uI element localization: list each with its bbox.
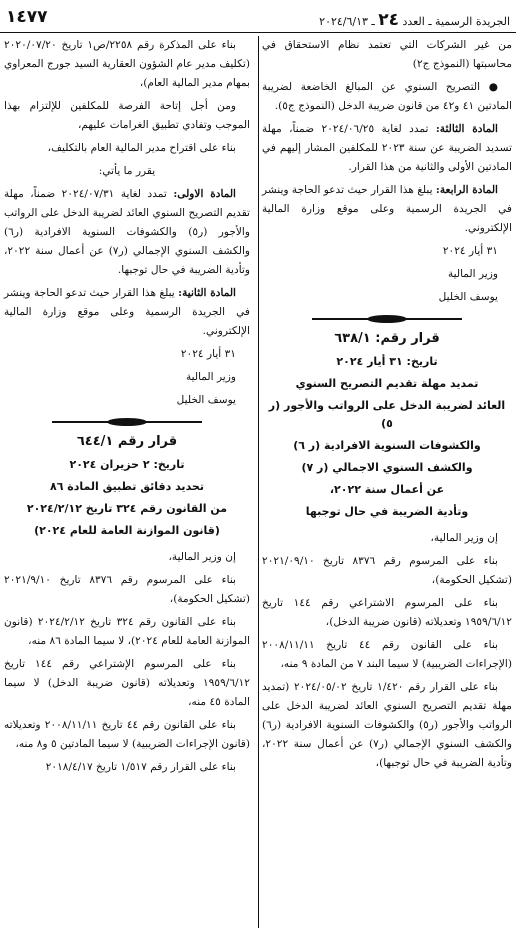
preamble-paragraph: بناء على المرسوم الاشتراعي رقم ١٤٤ تاريخ ١٩٥٩/٦/١٢ وتعديلاته (قانون ضريبة الدخل)، [262,597,512,628]
article-4-label: المادة الرابعة: [435,184,498,196]
article-2-label: المادة الثانية: [178,287,237,299]
decision-number: قرار رقم ٦٤٤/١ [76,434,178,449]
article-3-label: المادة الثالثة: [435,123,499,135]
section-separator [312,315,462,323]
decision-title-line: والكشف السنوي الاجمالي (ر ٧) [301,461,473,474]
decision-title-line: من القانون رقم ٣٢٤ تاريخ ٢٠٢٤/٢/١٢ [26,502,228,515]
signature-name: يوسف الخليل [176,394,236,406]
right-column [262,36,512,777]
article-4-text: يبلغ هذا القرار حيث تدعو الحاجة وينشر في الجريدة الرسمية وعلى موقع وزارة المالية الإلكتروني. [262,184,512,234]
decision-title-line: العائد لضريبة الدخل على الرواتب والأجور (ر ٥) [268,399,506,430]
signature-date: ٣١ أيار ٢٠٢٤ [180,348,236,360]
header-title [319,10,510,30]
preamble-paragraph: بناء على القانون رقم ٣٢٤ تاريخ ٢٠٢٤/٢/١٢ (قانون الموازنة العامة للعام ٢٠٢٤)، لا سيما المادة ٨٦ منه، [4,616,250,647]
issue-date: ـ ٢٠٢٤/٦/١٣ [319,15,375,28]
decision-title-line: (قانون الموازنة العامة للعام ٢٠٢٤) [34,524,220,537]
column-divider [258,36,259,928]
preamble-paragraph: ومن أجل إتاحة الفرصة للمكلفين للإلتزام بهذا الموجب وتفادي تطبيق الغرامات عليهم، [4,100,250,131]
decision-title-line: وتأدية الضريبة في حال توجبها [305,505,469,518]
article-2-text: يبلغ هذا القرار حيث تدعو الحاجة وينشر في الجريدة الرسمية وعلى موقع وزارة المالية الإلكتروني. [4,287,250,337]
decision-title-line: تمديد مهلة تقديم التصريح السنوي [295,377,479,390]
preamble-paragraph: بناء على المذكرة رقم ٢٢٥٨/ص١ تاريخ ٢٠٢٠/٠٧/٢٠ (تكليف مدير عام الشؤون العقارية السيد جورج المعراوي بمهام مدير المالية العام)، [4,39,250,89]
section-separator [52,418,202,426]
signature-title: وزير المالية [447,268,498,280]
decision-title-line: والكشوفات السنوية الافرادية (ر ٦) [293,439,481,452]
preamble-paragraph: إن وزير المالية، [430,532,498,544]
page-number: ١٤٧٧ [6,7,48,27]
preamble-paragraph: بناء على القرار رقم ١/٤٢٠ تاريخ ٢٠٢٤/٠٥/٠٢ (تمديد مهلة تقديم التصريح السنوي العائد لضريبة الدخل على الرواتب والأجور (ر٥) والكشوفات السنوية الافرادية (ر٦) والكشف السنوي الإجمالي (ر٧) عن أعمال سنة ٢٠٢٢، وتأدية الضريبة في حال توجبها)، [262,681,512,769]
preamble-paragraph: بناء على المرسوم رقم ٨٣٧٦ تاريخ ٢٠٢١/٩/١٠ (تشكيل الحكومة)، [4,574,250,605]
article-3-text: تمدد لغاية ٢٠٢٤/٠٦/٢٥ ضمناً، مهلة تسديد الضريبة عن سنة ٢٠٢٣ للمكلفين المشار إليهم في المادتين الأولى والثانية من هذا القرار. [262,123,512,173]
preamble-paragraph: إن وزير المالية، [168,551,236,563]
gazette-name: الجريدة الرسمية ـ العدد [402,15,510,28]
article-1-label: المادة الاولى: [173,188,236,200]
signature-date: ٣١ أيار ٢٠٢٤ [442,245,498,257]
intro-text: من غير الشركات التي تعتمد نظام الاستحقاق في محاسبتها (النموذج ج٢) [262,39,512,70]
preamble-paragraph: بناء على المرسوم رقم ٨٣٧٦ تاريخ ٢٠٢١/٠٩/١٠ (تشكيل الحكومة)، [262,555,512,586]
article-1 [4,185,250,280]
page-header [0,2,516,33]
decision-date: تاريخ: ٣١ أيار ٢٠٢٤ [336,355,438,368]
preamble-paragraph: بناء على المرسوم الإشتراعي رقم ١٤٤ تاريخ ١٩٥٩/٦/١٢ وتعديلاته (قانون ضريبة الدخل) لا سيما المادة ٤٥ منه، [4,658,250,708]
preamble-paragraph: بناء على القانون رقم ٤٤ تاريخ ٢٠٠٨/١١/١١ (الإجراءات الضريبية) لا سيما البند ٧ من المادة ٩ منه، [262,639,512,670]
left-column [4,36,250,781]
decision-title-line: تحديد دقائق تطبيق المادة ٨٦ [50,480,204,493]
preamble-paragraph: بناء على القرار رقم ١/٥١٧ تاريخ ٢٠١٨/٤/١٧ [45,761,236,773]
signature-name: يوسف الخليل [438,291,498,303]
preamble-paragraph: بناء على اقتراح مدير المالية العام بالتكليف، [47,142,236,154]
decides-heading: يقرر ما يأتي: [98,165,156,177]
article-4 [262,181,512,238]
article-3 [262,120,512,177]
bullet-item: ● التصريح السنوي عن المبالغ الخاضعة لضريبة المادتين ٤١ و٤٢ من قانون ضريبة الدخل (النموذج ج٥). [262,81,512,112]
decision-title-line: عن أعمال سنة ٢٠٢٢، [329,483,445,496]
decision-number: قرار رقم: ٦٣٨/١ [334,331,440,346]
signature-title: وزير المالية [185,371,236,383]
decision-date: تاريخ: ٢ حزيران ٢٠٢٤ [69,458,185,471]
article-2 [4,284,250,341]
issue-number: ٢٤ [378,10,399,30]
preamble-paragraph: بناء على القانون رقم ٤٤ تاريخ ٢٠٠٨/١١/١١ وتعديلاته (قانون الإجراءات الضريبية) لا سيما المادتين ٥ و٨ منه، [4,719,250,750]
article-1-text: تمدد لغاية ٢٠٢٤/٠٧/٣١ ضمناً، مهلة تقديم التصريح السنوي العائد لضريبة الدخل على الرواتب والأجور (ر٥) والكشوفات السنوية الافرادية (ر٦) والكشف السنوي الإجمالي (ر٧) عن أعمال سنة ٢٠٢٢، وتأدية الضريبة في حال توجبها. [4,188,251,276]
